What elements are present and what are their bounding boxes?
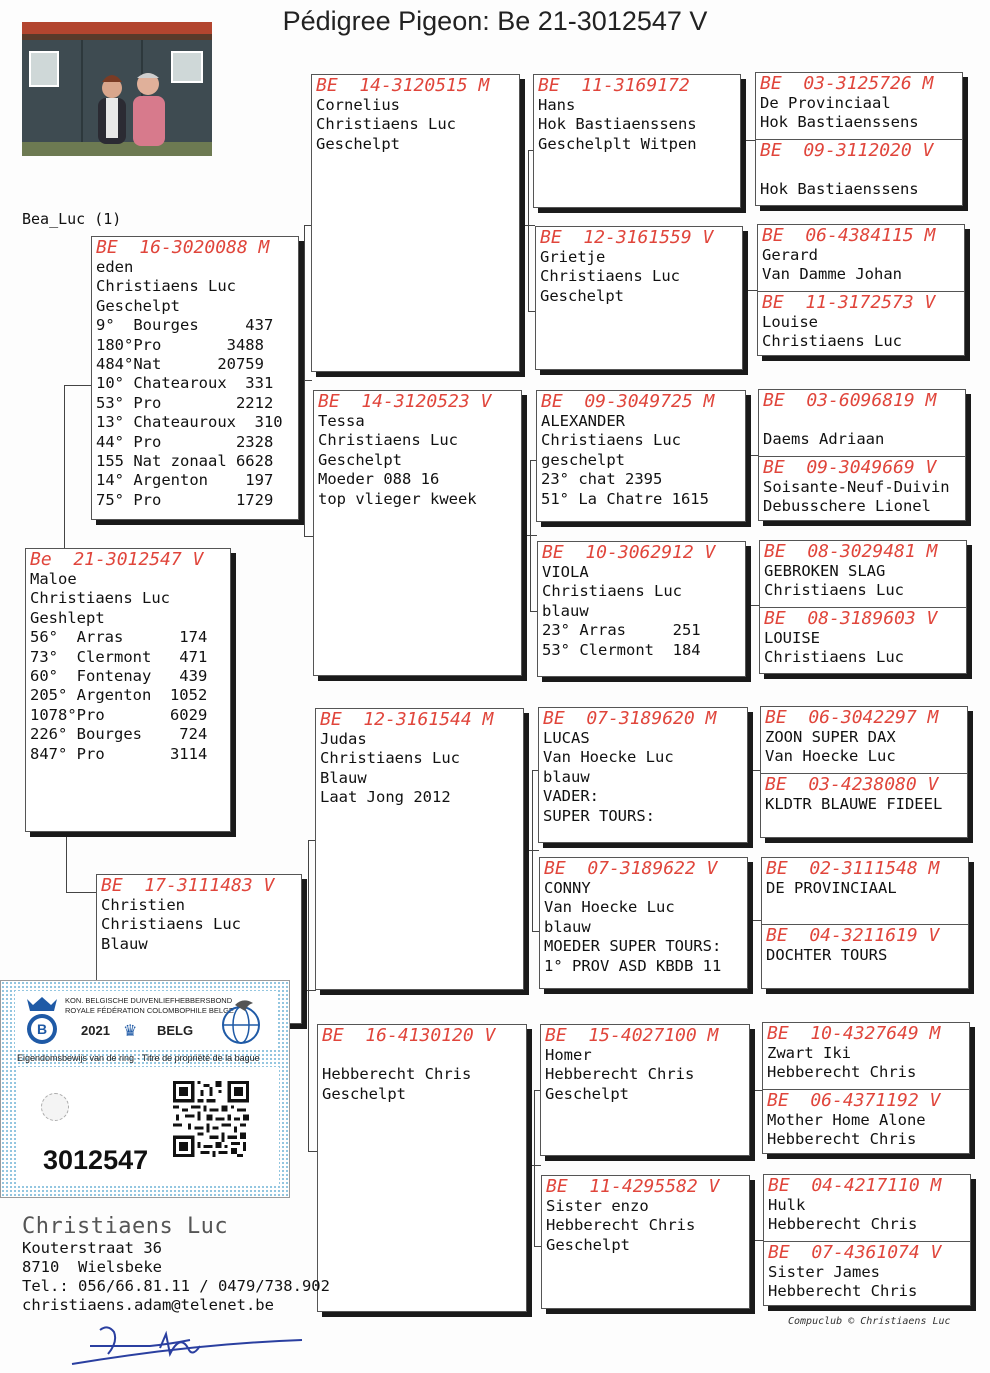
owner-name: Christiaens Luc — [22, 1214, 229, 1239]
info-line: 53° Clermont 184 — [542, 640, 701, 659]
ring-number: BE 07-3189620 M — [543, 708, 717, 729]
info-line: Judas — [320, 730, 367, 748]
owner-photo — [22, 22, 212, 156]
ring-number: Be 21-3012547 V — [30, 549, 204, 570]
info-line: Christiaens Luc — [30, 589, 170, 608]
connector — [750, 1240, 764, 1242]
info-line: 13° Chateauroux 310 — [96, 413, 283, 432]
info-line: Geschelpt — [96, 296, 180, 315]
info-line: Zwart Iki — [767, 1044, 851, 1062]
info-line: Grietje — [540, 248, 606, 266]
info-line: VADER: — [543, 787, 599, 806]
ring-number: BE 11-4295582 V — [546, 1176, 720, 1197]
info-line: 9° Bourges 437 — [96, 316, 274, 335]
pigeon-card-mf — [315, 708, 524, 990]
pigeon-pair-card — [757, 224, 965, 356]
info-line: 23° Arras 251 — [542, 621, 701, 640]
info-line — [318, 1046, 526, 1065]
phone-line: Tel.: 056/66.81.11 / 0479/738.902 — [22, 1277, 330, 1295]
info-line: Christiaens Luc — [542, 582, 682, 601]
info-line: 51° La Chatre 1615 — [541, 489, 709, 508]
info-line: Mother Home Alone — [767, 1111, 926, 1129]
info-line: DE PROVINCIAAL — [766, 879, 897, 897]
info-line: Christien — [101, 896, 185, 914]
pigeon-card-fm — [313, 390, 522, 676]
email-line: christiaens.adam@telenet.be — [22, 1296, 274, 1314]
info-line: Geshlept — [30, 608, 105, 627]
info-line: Geschelpt — [546, 1235, 630, 1254]
ring-number: BE 10-4327649 M — [767, 1023, 941, 1044]
info-line: VIOLA — [542, 563, 589, 581]
info-line: Geschelpt — [316, 134, 400, 153]
info-line: ALEXANDER — [541, 412, 625, 430]
ring-country: BELG — [157, 1023, 194, 1038]
info-line: Geschelpt — [318, 450, 402, 469]
info-line: 205° Argenton 1052 — [30, 686, 208, 705]
info-line: Geschelplt Witpen — [538, 134, 697, 153]
connector — [66, 832, 99, 893]
info-line: 10° Chatearoux 331 — [96, 374, 274, 393]
info-line: Tessa — [318, 412, 365, 430]
info-line: Sister enzo — [546, 1197, 649, 1215]
footer-credit: Compuclub © Christiaens Luc — [788, 1316, 951, 1327]
info-line: blauw — [544, 917, 591, 936]
signature — [70, 1318, 310, 1368]
info-line: 484°Nat 20759 — [96, 355, 264, 374]
info-line: DOCHTER TOURS — [766, 946, 888, 964]
info-line: Van Damme Johan — [762, 265, 902, 284]
info-line: Van Hoecke Luc — [544, 898, 675, 917]
ring-number: BE 08-3189603 V — [764, 608, 938, 629]
ring-number: BE 03-3125726 M — [760, 73, 934, 94]
page-title: Pédigree Pigeon: Be 21-3012547 V — [282, 6, 708, 36]
info-line: Van Hoecke Luc — [765, 747, 896, 766]
info-line: KLDTR BLAUWE FIDEEL — [765, 795, 943, 813]
pigeon-card-ffm — [535, 226, 743, 370]
info-line: Hebberecht Chris — [322, 1065, 472, 1084]
breeder-label: Bea_Luc (1) — [22, 210, 122, 228]
info-line: blauw — [542, 601, 589, 620]
info-line: 1° PROV ASD KBDB 11 — [544, 956, 722, 975]
pigeon-card-mff — [538, 707, 748, 843]
ring-year: 2021 — [81, 1023, 110, 1038]
info-line: top vlieger kweek — [318, 489, 477, 508]
ring-number: BE 15-4027100 M — [545, 1025, 719, 1046]
info-line: Hebberecht Chris — [767, 1063, 917, 1082]
info-line: MOEDER SUPER TOURS: — [544, 937, 722, 956]
info-line: GEBROKEN SLAG — [764, 562, 886, 580]
ring-ownership-card — [0, 980, 290, 1198]
owner-address-block — [22, 1214, 330, 1315]
info-line: Hebberecht Chris — [768, 1282, 918, 1301]
ring-number: BE 10-3062912 V — [542, 542, 716, 563]
ring-number: BE 12-3161544 M — [320, 709, 494, 730]
ring-number: BE 04-3211619 V — [766, 925, 940, 946]
info-line: 73° Clermont 471 — [30, 647, 208, 666]
info-line: Christiaens Luc — [541, 431, 681, 450]
info-line: LOUISE — [764, 629, 820, 647]
ring-number: BE 04-4217110 M — [768, 1175, 942, 1196]
pigeon-card-fmm — [537, 541, 746, 677]
info-line: 155 Nat zonaal 6628 — [96, 452, 274, 471]
ring-number: BE 07-4361074 V — [768, 1242, 942, 1263]
pigeon-pair-card — [755, 72, 963, 206]
info-line: 53° Pro 2212 — [96, 393, 274, 412]
info-line: Christiaens Luc — [101, 915, 241, 934]
ring-number-large: 3012547 — [43, 1145, 149, 1175]
info-line: 75° Pro 1729 — [96, 490, 274, 509]
info-line: Christiaens Luc — [318, 431, 458, 450]
pigeon-pair-card — [758, 389, 966, 521]
federation-name-fr: ROYALE FÉDÉRATION COLOMBOPHILE BELGE — [65, 1006, 234, 1015]
info-line: Christiaens Luc — [316, 115, 456, 134]
pigeon-card-mmm — [541, 1175, 750, 1309]
info-line: Maloe — [30, 570, 77, 588]
crown-icon: ♛ — [123, 1023, 138, 1040]
info-line: Blauw — [320, 768, 367, 787]
info-line — [756, 161, 962, 180]
pigeon-card-fmf — [536, 390, 746, 522]
info-line: Debusschere Lionel — [763, 497, 931, 516]
info-line: Christiaens Luc — [540, 267, 680, 286]
info-line: ZOON SUPER DAX — [765, 728, 896, 746]
info-line: Geschelpt — [545, 1084, 629, 1103]
info-line: 226° Bourges 724 — [30, 725, 208, 744]
info-line: Hok Bastiaenssens — [760, 113, 919, 132]
hole-icon — [41, 1093, 69, 1121]
info-line: Christiaens Luc — [320, 749, 460, 768]
ring-number: BE 06-4384115 M — [762, 225, 936, 246]
ring-number: BE 14-3120515 M — [316, 75, 490, 96]
info-line: 23° chat 2395 — [541, 470, 663, 489]
svg-text:B: B — [36, 1021, 48, 1037]
qr-code-icon — [173, 1081, 249, 1157]
ring-number: BE 07-3189622 V — [544, 858, 718, 879]
info-line: Geschelpt — [322, 1084, 406, 1103]
pigeon-card-mmf — [540, 1024, 750, 1156]
pigeon-pair-card — [761, 857, 969, 989]
info-line: 56° Arras 174 — [30, 628, 208, 647]
info-line: 44° Pro 2328 — [96, 432, 274, 451]
info-line: Laat Jong 2012 — [320, 788, 451, 807]
info-line: Christiaens Luc — [96, 277, 236, 296]
address-line: Kouterstraat 36 — [22, 1239, 162, 1257]
info-line: Gerard — [762, 246, 818, 264]
info-line: Hulk — [768, 1196, 806, 1214]
ring-card-subtitle: Eigendomsbewijs van de ring · Titre de propriété de la bague — [17, 1053, 260, 1063]
ring-number: BE 16-4130120 V — [322, 1025, 496, 1046]
info-line: CONNY — [544, 879, 591, 897]
info-line: SUPER TOURS: — [543, 806, 655, 825]
ring-number: BE 09-3112020 V — [760, 140, 934, 161]
info-line: geschelpt — [541, 450, 625, 469]
info-line: Cornelius — [316, 96, 400, 114]
pigeon-pair-card — [760, 706, 968, 838]
info-line: Sister James — [768, 1263, 880, 1281]
info-line: Blauw — [101, 934, 148, 953]
pigeon-card-mm — [317, 1024, 527, 1312]
info-line: 180°Pro 3488 — [96, 335, 264, 354]
info-line: Christiaens Luc — [764, 581, 904, 600]
ring-number: BE 02-3111548 M — [766, 858, 940, 879]
globe-pigeon-icon — [213, 995, 269, 1047]
ring-number: BE 17-3111483 V — [101, 875, 275, 896]
info-line: Moeder 088 16 — [318, 470, 440, 489]
pigeon-pair-card — [759, 540, 967, 674]
info-line: 14° Argenton 197 — [96, 471, 274, 490]
pigeon-card-father — [91, 236, 299, 520]
pigeon-card-fff — [533, 74, 741, 208]
pigeon-card-main — [25, 548, 231, 832]
ring-number: BE 12-3161559 V — [540, 227, 714, 248]
connector — [748, 920, 762, 922]
info-line: De Provinciaal — [760, 94, 891, 112]
info-line: Hebberecht Chris — [545, 1065, 695, 1084]
ring-number: BE 08-3029481 M — [764, 541, 938, 562]
federation-logo-icon — [19, 993, 65, 1049]
ring-number: BE 16-3020088 M — [96, 237, 270, 258]
info-line: Hok Bastiaenssens — [760, 180, 919, 199]
ring-number: BE 03-4238080 V — [765, 774, 939, 795]
ring-number: BE 11-3169172 — [538, 75, 690, 96]
info-line: 1078°Pro 6029 — [30, 705, 208, 724]
address-line: 8710 Wielsbeke — [22, 1258, 162, 1276]
ring-number: BE 11-3172573 V — [762, 292, 936, 313]
info-line: Daems Adriaan — [763, 430, 885, 449]
info-line: Christiaens Luc — [762, 332, 902, 351]
info-line: Hebberecht Chris — [768, 1215, 918, 1234]
ring-number: BE 09-3049669 V — [763, 457, 937, 478]
info-line: blauw — [543, 767, 590, 786]
pigeon-card-mfm — [539, 857, 748, 989]
info-line: Louise — [762, 313, 818, 331]
info-line: Soisante-Neuf-Duivin — [763, 478, 950, 496]
federation-name-nl: KON. BELGISCHE DUIVENLIEFHEBBERSBOND — [65, 996, 233, 1005]
pigeon-card-ff — [311, 74, 520, 372]
info-line: Hebberecht Chris — [546, 1216, 696, 1235]
info-line: Hans — [538, 96, 576, 114]
ring-number: BE 06-4371192 V — [767, 1090, 941, 1111]
pigeon-pair-card — [762, 1022, 970, 1154]
info-line: eden — [96, 258, 134, 276]
ring-number: BE 06-3042297 M — [765, 707, 939, 728]
pigeon-pair-card — [763, 1174, 971, 1306]
ring-number: BE 14-3120523 V — [318, 391, 492, 412]
ring-number: BE 03-6096819 M — [763, 390, 937, 411]
info-line: LUCAS — [543, 729, 590, 747]
ring-number: BE 09-3049725 M — [541, 391, 715, 412]
info-line: Geschelpt — [540, 286, 624, 305]
info-line: Hebberecht Chris — [767, 1130, 917, 1149]
info-line: 60° Fontenay 439 — [30, 667, 208, 686]
info-line: Homer — [545, 1046, 592, 1064]
info-line: 847° Pro 3114 — [30, 744, 208, 763]
info-line: Van Hoecke Luc — [543, 748, 674, 767]
info-line — [759, 411, 965, 430]
info-line: Hok Bastiaenssens — [538, 115, 697, 134]
info-line: Christiaens Luc — [764, 648, 904, 667]
